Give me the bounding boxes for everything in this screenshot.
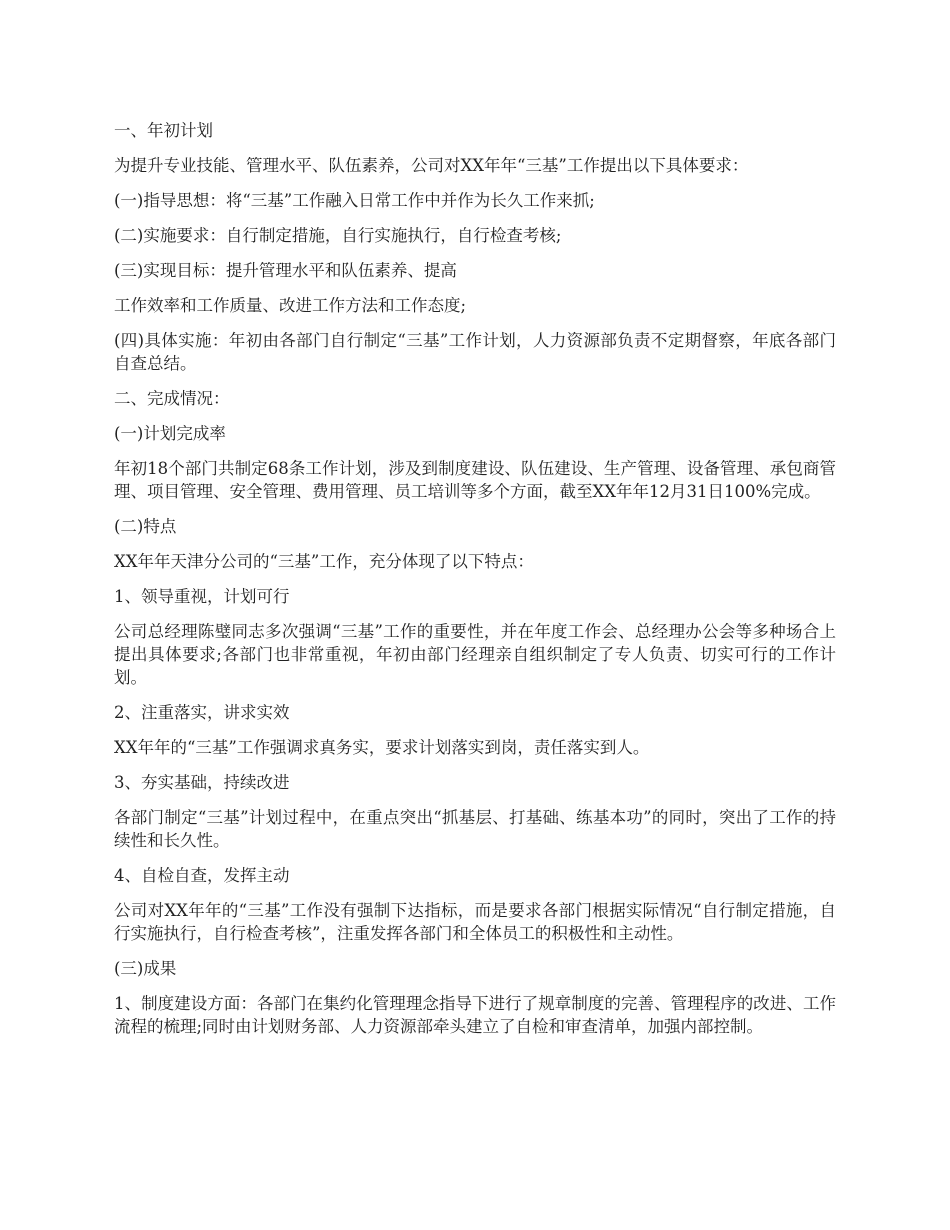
feature-paragraph-4: 公司对XX年年的“三基”工作没有强制下达指标，而是要求各部门根据实际情况“自行制定措施，自行实施执行，自行检查考核”，注重发挥各部门和全体员工的积极性和主动性。 bbox=[114, 901, 836, 943]
feature-heading-1: 1、领导重视，计划可行 bbox=[114, 587, 290, 606]
feature-paragraph-3: 各部门制定“三基”计划过程中，在重点突出“抓基层、打基础、练基本功”的同时，突出了工作的持续性和长久性。 bbox=[114, 808, 836, 850]
document-body bbox=[114, 119, 836, 1050]
feature-heading-2: 2、注重落实，讲求实效 bbox=[114, 703, 290, 722]
result-paragraph-1: 1、制度建设方面：各部门在集约化管理理念指导下进行了规章制度的完善、管理程序的改进、工作流程的梳理;同时由计划财务部、人力资源部牵头建立了自检和审查清单，加强内部控制。 bbox=[114, 994, 836, 1036]
section-heading-plan: 一、年初计划 bbox=[114, 121, 213, 140]
subheading-results: (三)成果 bbox=[114, 959, 177, 978]
paragraph-intro: 为提升专业技能、管理水平、队伍素养，公司对XX年年“三基”工作提出以下具体要求： bbox=[114, 156, 749, 175]
subheading-features: (二)特点 bbox=[114, 517, 177, 536]
paragraph-completion-rate: 年初18个部门共制定68条工作计划，涉及到制度建设、队伍建设、生产管理、设备管理、承包商管理、项目管理、安全管理、费用管理、员工培训等多个方面，截至XX年年12月31日100%完成。 bbox=[114, 459, 836, 501]
paragraph-specific-implementation: (四)具体实施：年初由各部门自行制定“三基”工作计划，人力资源部负责不定期督察，年底各部门自查总结。 bbox=[114, 331, 836, 373]
paragraph-implementation-requirement: (二)实施要求：自行制定措施，自行实施执行，自行检查考核; bbox=[114, 226, 562, 245]
feature-heading-3: 3、夯实基础，持续改进 bbox=[114, 773, 290, 792]
paragraph-goal-line-2: 工作效率和工作质量、改进工作方法和工作态度; bbox=[114, 296, 467, 315]
feature-paragraph-2: XX年年的“三基”工作强调求真务实，要求计划落实到岗，责任落实到人。 bbox=[114, 738, 650, 757]
paragraph-goal-line-1: (三)实现目标：提升管理水平和队伍素养、提高 bbox=[114, 261, 457, 280]
section-heading-completion: 二、完成情况： bbox=[114, 389, 230, 408]
subheading-completion-rate: (一)计划完成率 bbox=[114, 424, 226, 443]
feature-heading-4: 4、自检自查，发挥主动 bbox=[114, 866, 290, 885]
feature-paragraph-1: 公司总经理陈璧同志多次强调“三基”工作的重要性，并在年度工作会、总经理办公会等多种场合上提出具体要求;各部门也非常重视，年初由部门经理亲自组织制定了专人负责、切实可行的工作计划。 bbox=[114, 622, 836, 687]
paragraph-guiding-idea: (一)指导思想：将“三基”工作融入日常工作中并作为长久工作来抓; bbox=[114, 191, 595, 210]
paragraph-features-intro: XX年年天津分公司的“三基”工作，充分体现了以下特点： bbox=[114, 552, 534, 571]
